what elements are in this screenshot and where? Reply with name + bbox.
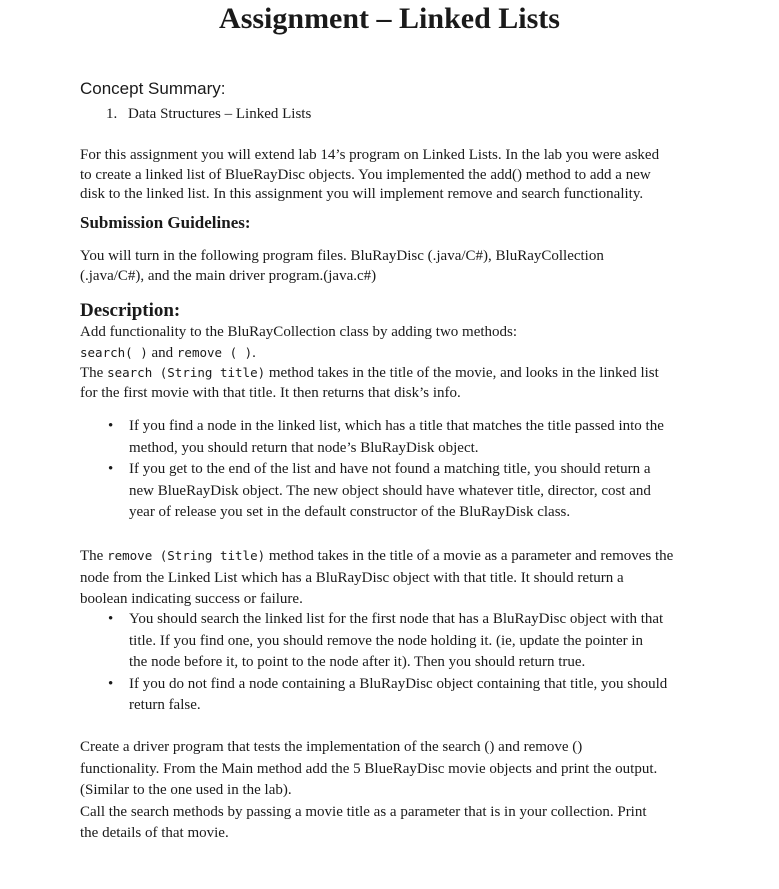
submission-heading: Submission Guidelines: xyxy=(80,213,251,232)
bullet-line: If you get to the end of the list and have not found a matching title, you should return a xyxy=(129,461,651,477)
bullet-line: You should search the linked list for the first node that has a BluRayDisc object with that xyxy=(129,611,664,627)
remove-method-code: remove ( ) xyxy=(176,344,253,360)
description-paragraph xyxy=(80,323,710,403)
search-bullet-list xyxy=(108,416,708,524)
bullet-line: return false. xyxy=(129,697,201,713)
list-item xyxy=(108,674,708,717)
list-item-text: Data Structures – Linked Lists xyxy=(128,106,312,122)
search-intro-line2: for the first movie with that title. It then returns that disk’s info. xyxy=(80,384,461,401)
submission-paragraph xyxy=(80,247,710,286)
driver-paragraph xyxy=(80,737,730,845)
remove-intro-line xyxy=(80,545,720,568)
list-item xyxy=(108,416,708,459)
driver-line: functionality. From the Main method add the 5 BlueRayDisc movie objects and print the output. xyxy=(80,760,658,777)
driver-line: the details of that movie. xyxy=(80,825,229,841)
bullet-line: title. If you find one, you should remove the node holding it. (ie, update the pointer in xyxy=(129,632,644,649)
list-item xyxy=(108,609,708,674)
remove-intro-prefix: The xyxy=(80,548,108,564)
bullet-line: If you find a node in the linked list, which has a title that matches the title passed into the xyxy=(129,418,664,434)
remove-intro-rest: method takes in the title of a movie as a parameter and removes the xyxy=(265,548,674,564)
description-heading: Description: xyxy=(80,300,181,321)
remove-paragraph xyxy=(80,545,720,611)
intro-line: For this assignment you will extend lab 14’s program on Linked Lists. In the lab you were asked xyxy=(80,147,660,163)
bullet-line: If you do not find a node containing a BluRayDisc object containing that title, you should xyxy=(129,675,668,692)
search-signature-code: search (String title) xyxy=(107,365,266,380)
methods-line xyxy=(80,343,710,364)
driver-line: Create a driver program that tests the implementation of the search () and remove () xyxy=(80,739,583,755)
period-text: . xyxy=(252,344,256,361)
remove-intro-line3: boolean indicating success or failure. xyxy=(80,591,303,607)
bullet-line: new BlueRayDisk object. The new object should have whatever title, director, cost and xyxy=(129,482,651,499)
intro-line: to create a linked list of BlueRayDisc objects. You implemented the add() method to add a new xyxy=(80,166,651,183)
concept-list-item xyxy=(106,106,311,123)
concept-summary-heading: Concept Summary: xyxy=(80,79,226,98)
bullet-line: year of release you set in the default constructor of the BluRayDisk class. xyxy=(129,504,571,520)
list-item xyxy=(108,459,708,524)
submission-line: You will turn in the following program files. BluRayDisc (.java/C#), BluRayCollection xyxy=(80,248,604,264)
and-text: and xyxy=(147,344,177,361)
remove-bullet-list xyxy=(108,609,708,717)
submission-line: (.java/C#), and the main driver program.(java.c#) xyxy=(80,267,377,284)
bullet-icon: • xyxy=(108,611,114,627)
search-intro-prefix: The xyxy=(80,365,108,381)
remove-signature-code: remove (String title) xyxy=(107,548,266,563)
search-intro-line xyxy=(80,363,710,384)
list-number: 1. xyxy=(106,106,118,122)
bullet-icon: • xyxy=(108,675,114,692)
intro-line: disk to the linked list. In this assignment you will implement remove and search functionality. xyxy=(80,186,644,202)
search-intro-rest: method takes in the title of the movie, and looks in the linked list xyxy=(265,365,659,381)
page-title: Assignment – Linked Lists xyxy=(219,2,560,35)
bullet-icon: • xyxy=(108,461,114,477)
search-method-code: search( ) xyxy=(80,344,148,360)
intro-paragraph xyxy=(80,146,710,205)
bullet-icon: • xyxy=(108,418,114,434)
driver-line: (Similar to the one used in the lab). xyxy=(80,782,292,798)
bullet-line: method, you should return that node’s BluRayDisk object. xyxy=(129,439,479,456)
bullet-line: the node before it, to point to the node after it). Then you should return true. xyxy=(129,654,586,670)
description-line: Add functionality to the BluRayCollection class by adding two methods: xyxy=(80,324,518,340)
remove-intro-line2: node from the Linked List which has a BluRayDisc object with that title. It should return a xyxy=(80,569,624,586)
driver-line: Call the search methods by passing a movie title as a parameter that is in your collection. Print xyxy=(80,803,647,820)
